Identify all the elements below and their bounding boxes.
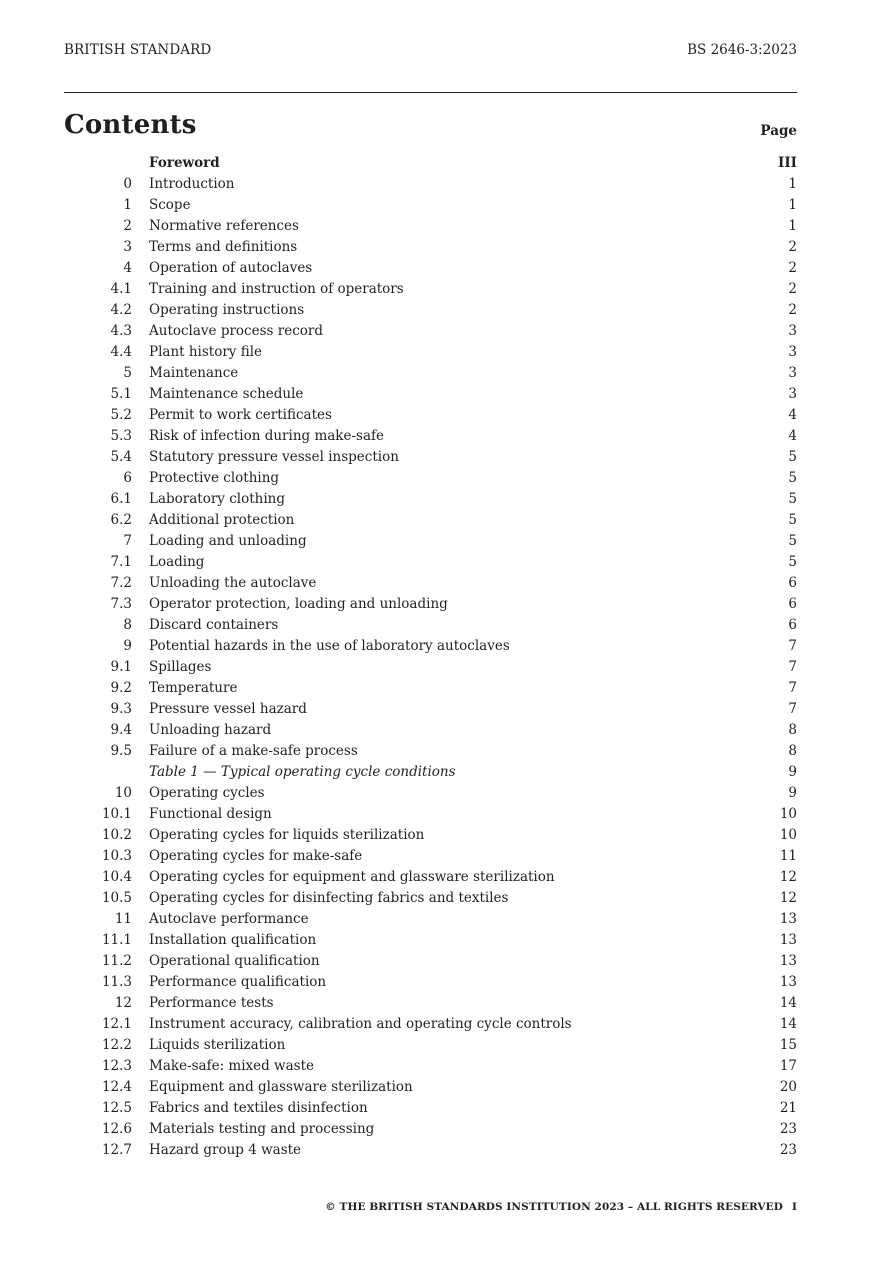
toc-entry-page: 1 [788,218,797,234]
toc-entry-page: 5 [788,449,797,465]
toc-entry[interactable] [64,279,797,300]
toc-entry-title[interactable]: Training and instruction of operators [149,281,404,297]
toc-entry-title[interactable]: Fabrics and textiles disinfection [149,1100,368,1116]
toc-entry-number: 12.1 [101,1016,132,1032]
toc-entry-title[interactable]: Scope [149,197,191,213]
toc-entry-number: 5.4 [110,449,132,465]
toc-entry-page: 13 [779,911,797,927]
toc-entry[interactable] [64,195,797,216]
toc-entry-number: 4.1 [110,281,132,297]
toc-entry-title[interactable]: Additional protection [149,512,295,528]
page-column-label: Page [760,123,797,139]
toc-entry-title[interactable]: Operator protection, loading and unloading [149,596,448,612]
toc-entry-number: 0 [123,176,132,192]
toc-entry-title[interactable]: Risk of infection during make-safe [149,428,384,444]
toc-entry-number: 10.3 [101,848,132,864]
toc-entry-title[interactable]: Loading and unloading [149,533,307,549]
toc-entry-page: 10 [779,806,797,822]
toc-entry[interactable] [64,1098,797,1119]
toc-entry-page: 10 [779,827,797,843]
toc-entry[interactable] [64,657,797,678]
toc-entry-page: 2 [788,239,797,255]
toc-entry-number: 12.6 [101,1121,132,1137]
toc-entry[interactable] [64,699,797,720]
toc-entry-title[interactable]: Maintenance schedule [149,386,304,402]
toc-entry[interactable] [64,510,797,531]
toc-entry-page: 2 [788,302,797,318]
toc-entry-title[interactable]: Operational qualification [149,953,320,969]
toc-entry-title[interactable]: Unloading the autoclave [149,575,317,591]
toc-entry-number: 5.2 [110,407,132,423]
toc-entry[interactable] [64,951,797,972]
toc-entry[interactable] [64,594,797,615]
toc-entry-title[interactable]: Autoclave process record [149,323,323,339]
toc-entry[interactable] [64,825,797,846]
toc-entry[interactable] [64,237,797,258]
toc-entry[interactable] [64,720,797,741]
toc-entry-page: 7 [788,659,797,675]
toc-entry-page: 5 [788,491,797,507]
toc-entry-number: 4.3 [110,323,132,339]
toc-entry-number: 6.1 [110,491,132,507]
toc-entry-title[interactable]: Table 1 — Typical operating cycle conditions [149,764,456,780]
toc-entry-title[interactable]: Protective clothing [149,470,280,486]
toc-entry[interactable] [64,216,797,237]
toc-entry-page: 21 [779,1100,797,1116]
toc-entry-title[interactable]: Foreword [149,155,220,171]
toc-entry-page: 5 [788,554,797,570]
toc-entry-number: 9.3 [110,701,132,717]
toc-entry-title[interactable]: Make-safe: mixed waste [149,1058,315,1074]
toc-entry-page: 2 [788,281,797,297]
toc-entry-page: 3 [788,323,797,339]
toc-entry-title[interactable]: Autoclave performance [149,911,309,927]
toc-entry-page: 4 [788,407,797,423]
toc-entry[interactable] [64,888,797,909]
toc-entry-page: 13 [779,974,797,990]
toc-entry-number: 10.2 [101,827,132,843]
toc-entry[interactable] [64,321,797,342]
toc-entry-title[interactable]: Operating cycles [149,785,265,801]
toc-entry-page: 6 [788,575,797,591]
toc-entry-title[interactable]: Pressure vessel hazard [149,701,307,717]
toc-entry-page: 6 [788,617,797,633]
toc-entry[interactable] [64,804,797,825]
toc-entry-number: 7 [123,533,132,549]
toc-entry-page: 7 [788,680,797,696]
toc-entry-title[interactable]: Terms and definitions [149,239,298,255]
toc-entry-title[interactable]: Performance qualification [149,974,327,990]
toc-entry-number: 7.3 [110,596,132,612]
toc-entry[interactable] [64,1077,797,1098]
toc-entry-number: 9 [123,638,132,654]
toc-entry[interactable] [64,573,797,594]
toc-entry[interactable] [64,468,797,489]
toc-entry-page: 23 [779,1121,797,1137]
table-of-contents [64,153,797,1161]
toc-entry-number: 9.2 [110,680,132,696]
toc-entry-page: 12 [779,890,797,906]
toc-entry-number: 4.4 [110,344,132,360]
toc-entry-number: 5.3 [110,428,132,444]
toc-entry-number: 9.4 [110,722,132,738]
toc-entry-number: 5 [123,365,132,381]
toc-entry[interactable] [64,489,797,510]
toc-entry-number: 11.1 [101,932,132,948]
toc-entry-number: 10.4 [101,869,132,885]
toc-entry-number: 12.3 [101,1058,132,1074]
toc-entry-number: 9.1 [110,659,132,675]
toc-entry-page: 15 [779,1037,797,1053]
toc-entry-title[interactable]: Liquids sterilization [149,1037,286,1053]
toc-entry-title[interactable]: Equipment and glassware sterilization [149,1079,413,1095]
toc-entry[interactable] [64,636,797,657]
toc-entry-number: 2 [123,218,132,234]
toc-entry-number: 12.5 [101,1100,132,1116]
toc-entry[interactable] [64,405,797,426]
toc-entry[interactable] [64,531,797,552]
toc-entry-title[interactable]: Temperature [149,680,238,696]
toc-entry-page: 3 [788,386,797,402]
page-footer [325,1201,797,1213]
toc-entry-title[interactable]: Plant history file [149,344,263,360]
toc-entry-title[interactable]: Discard containers [149,617,279,633]
toc-entry[interactable] [64,174,797,195]
toc-entry-title[interactable]: Instrument accuracy, calibration and operating cycle controls [149,1016,572,1032]
toc-entry-page: 13 [779,953,797,969]
toc-entry-page: 17 [779,1058,797,1074]
toc-entry[interactable] [64,1056,797,1077]
toc-entry[interactable] [64,363,797,384]
toc-entry[interactable] [64,993,797,1014]
toc-entry[interactable] [64,783,797,804]
toc-entry[interactable] [64,909,797,930]
toc-entry-page: 3 [788,344,797,360]
toc-entry-title[interactable]: Unloading hazard [149,722,272,738]
toc-entry-page: 3 [788,365,797,381]
toc-entry-page: 4 [788,428,797,444]
toc-entry-title[interactable]: Operating cycles for equipment and glassware sterilization [149,869,555,885]
toc-entry-title[interactable]: Failure of a make-safe process [149,743,358,759]
toc-entry[interactable] [64,1014,797,1035]
toc-entry-title[interactable]: Operating cycles for make-safe [149,848,363,864]
toc-entry-title[interactable]: Permit to work certificates [149,407,332,423]
running-header-left: BRITISH STANDARD [64,42,212,58]
toc-entry-title[interactable]: Normative references [149,218,299,234]
toc-entry-page: 9 [788,785,797,801]
toc-entry[interactable] [64,867,797,888]
toc-entry-title[interactable]: Spillages [149,659,212,675]
running-header-right: BS 2646-3:2023 [687,42,797,58]
toc-entry-number: 11 [114,911,132,927]
toc-entry[interactable] [64,153,797,174]
toc-entry-title[interactable]: Installation qualification [149,932,317,948]
toc-entry-page: 20 [779,1079,797,1095]
toc-entry-title[interactable]: Performance tests [149,995,274,1011]
toc-entry-page: 14 [779,995,797,1011]
toc-entry-number: 1 [123,197,132,213]
toc-entry-number: 5.1 [110,386,132,402]
toc-entry-page: 8 [788,743,797,759]
toc-entry-number: 11.3 [101,974,132,990]
toc-entry-number: 7.2 [110,575,132,591]
toc-entry[interactable] [64,258,797,279]
toc-entry-number: 4 [123,260,132,276]
toc-entry-page: 8 [788,722,797,738]
toc-entry-page: 7 [788,638,797,654]
toc-entry-number: 12.7 [101,1142,132,1158]
toc-entry-page: 6 [788,596,797,612]
toc-entry-number: 6.2 [110,512,132,528]
toc-entry-title[interactable]: Operating instructions [149,302,305,318]
toc-entry[interactable] [64,741,797,762]
toc-entry-page: 1 [788,176,797,192]
toc-entry[interactable] [64,762,797,783]
toc-entry-number: 8 [123,617,132,633]
toc-entry-page: 5 [788,533,797,549]
toc-entry[interactable] [64,342,797,363]
toc-entry-title[interactable]: Hazard group 4 waste [149,1142,302,1158]
toc-entry-number: 12.4 [101,1079,132,1095]
toc-entry[interactable] [64,972,797,993]
toc-entry[interactable] [64,300,797,321]
toc-entry-title[interactable]: Laboratory clothing [149,491,285,507]
toc-entry-title[interactable]: Materials testing and processing [149,1121,375,1137]
toc-entry-page: 14 [779,1016,797,1032]
toc-entry-title[interactable]: Operating cycles for liquids sterilization [149,827,425,843]
toc-entry-page: 12 [779,869,797,885]
toc-entry-title[interactable]: Statutory pressure vessel inspection [149,449,399,465]
toc-entry[interactable] [64,678,797,699]
toc-entry-page: 5 [788,512,797,528]
toc-entry-title[interactable]: Potential hazards in the use of laboratory autoclaves [149,638,510,654]
toc-entry-number: 9.5 [110,743,132,759]
toc-entry-page: 9 [788,764,797,780]
toc-entry-title[interactable]: Operation of autoclaves [149,260,313,276]
toc-entry[interactable] [64,447,797,468]
toc-entry[interactable] [64,930,797,951]
toc-entry[interactable] [64,1119,797,1140]
toc-entry-number: 10.1 [101,806,132,822]
toc-entry-page: 11 [779,848,797,864]
toc-entry-title[interactable]: Maintenance [149,365,239,381]
toc-entry-number: 4.2 [110,302,132,318]
toc-entry[interactable] [64,426,797,447]
toc-entry-number: 12.2 [101,1037,132,1053]
header-divider [64,92,797,93]
toc-entry-number: 11.2 [101,953,132,969]
toc-entry-number: 7.1 [110,554,132,570]
toc-entry[interactable] [64,1035,797,1056]
toc-entry-title[interactable]: Functional design [149,806,272,822]
toc-entry-page: 5 [788,470,797,486]
toc-entry-title[interactable]: Loading [149,554,205,570]
toc-entry-page: III [778,155,797,171]
toc-entry-number: 3 [123,239,132,255]
toc-entry-number: 10 [114,785,132,801]
toc-entry[interactable] [64,552,797,573]
toc-entry[interactable] [64,1140,797,1161]
copyright-notice: © THE BRITISH STANDARDS INSTITUTION 2023 – ALL RIGHTS RESERVED [325,1201,783,1213]
toc-entry[interactable] [64,384,797,405]
toc-entry-title[interactable]: Introduction [149,176,235,192]
toc-entry-page: 23 [779,1142,797,1158]
toc-entry-page: 2 [788,260,797,276]
toc-entry-page: 7 [788,701,797,717]
toc-entry[interactable] [64,846,797,867]
toc-entry[interactable] [64,615,797,636]
toc-entry-page: 1 [788,197,797,213]
toc-entry-number: 6 [123,470,132,486]
contents-heading: Contents [64,110,197,140]
toc-entry-page: 13 [779,932,797,948]
toc-entry-title[interactable]: Operating cycles for disinfecting fabrics and textiles [149,890,509,906]
toc-entry-number: 10.5 [101,890,132,906]
toc-entry-number: 12 [114,995,132,1011]
page-number: I [791,1201,797,1213]
